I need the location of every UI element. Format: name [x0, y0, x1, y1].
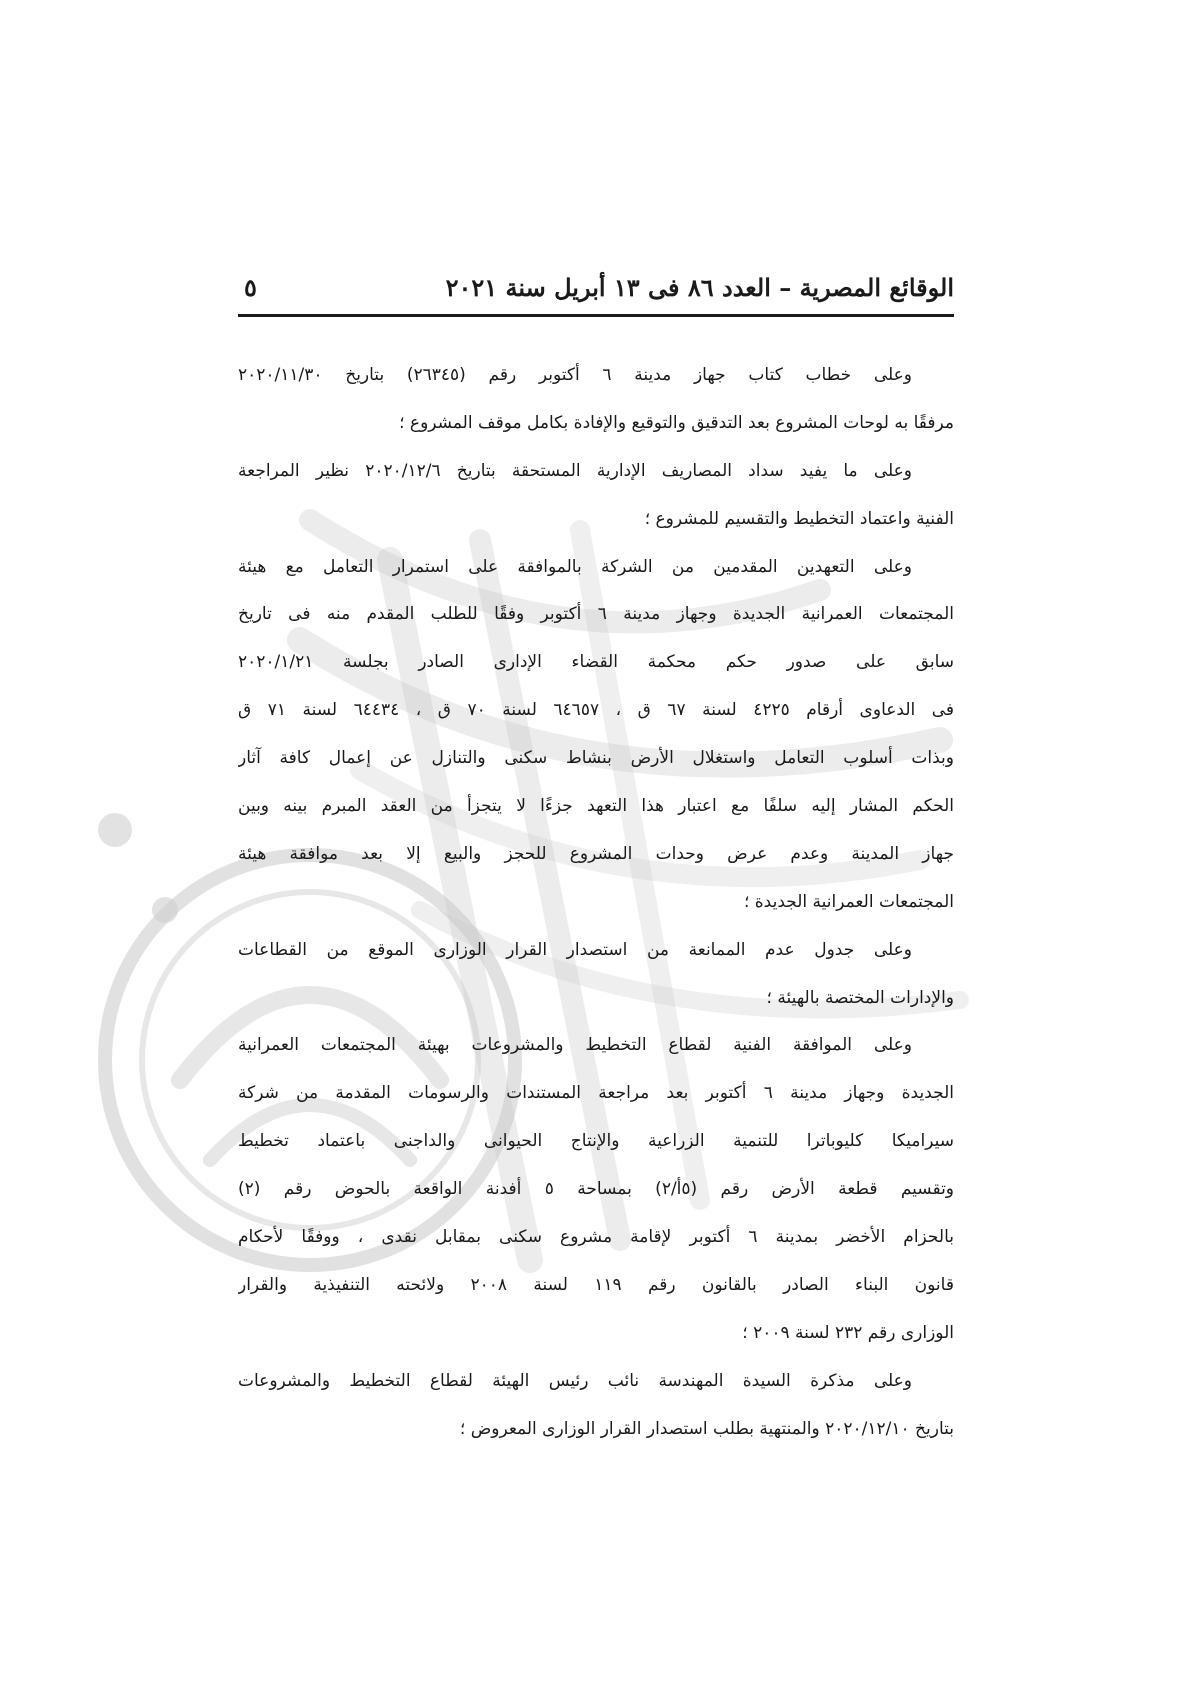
text-line: الجديدة وجهاز مدينة ٦ أكتوبر بعد مراجعة المستندات والرسومات المقدمة من شركة	[238, 1083, 954, 1104]
text-line: وعلى الموافقة الفنية لقطاع التخطيط والمشروعات بهيئة المجتمعات العمرانية	[238, 1035, 912, 1056]
decree-body	[238, 352, 954, 1453]
gazette-issue-title: الوقائع المصرية – العدد ٨٦ فى ١٣ أبريل سنة ٢٠٢١	[445, 273, 954, 302]
text-line: وعلى مذكرة السيدة المهندسة نائب رئيس الهيئة لقطاع التخطيط والمشروعات	[238, 1370, 912, 1391]
paragraph	[238, 352, 954, 448]
text-line: قانون البناء الصادر بالقانون رقم ١١٩ لسنة ٢٠٠٨ ولائحته التنفيذية والقرار	[238, 1274, 954, 1295]
page-number: ٥	[244, 273, 257, 302]
text-line: المجتمعات العمرانية الجديدة وجهاز مدينة ٦ أكتوبر وفقًا للطلب المقدم منه فى تاريخ	[238, 604, 954, 625]
text-line: وعلى التعهدين المقدمين من الشركة بالموافقة على استمرار التعامل مع هيئة	[238, 556, 912, 577]
text-line: جهاز المدينة وعدم عرض وحدات المشروع للحجز والبيع إلا بعد موافقة هيئة	[238, 843, 954, 864]
text-line: المجتمعات العمرانية الجديدة ؛	[743, 891, 954, 912]
text-line: وتقسيم قطعة الأرض رقم (٥أ/٢) بمساحة ٥ أفدنة الواقعة بالحوض رقم (٢)	[238, 1179, 954, 1200]
text-line: وعلى خطاب كتاب جهاز مدينة ٦ أكتوبر رقم (٢٦٣٤٥) بتاريخ ٢٠٢٠/١١/٣٠	[238, 365, 912, 385]
text-line: والإدارات المختصة بالهيئة ؛	[766, 987, 954, 1008]
text-line: وعلى جدول عدم الممانعة من استصدار القرار الوزارى الموقع من القطاعات	[238, 939, 912, 960]
paragraph	[238, 448, 954, 544]
text-line: وعلى ما يفيد سداد المصاريف الإدارية المستحقة بتاريخ ٢٠٢٠/١٢/٦ نظير المراجعة	[238, 460, 912, 481]
paragraph	[238, 927, 954, 1023]
text-line: بالحزام الأخضر بمدينة ٦ أكتوبر لإقامة مشروع سكنى بمقابل نقدى ، ووفقًا لأحكام	[238, 1227, 954, 1248]
text-line: الفنية واعتماد التخطيط والتقسيم للمشروع ؛	[644, 508, 954, 529]
text-line: سيراميكا كليوباترا للتنمية الزراعية والإنتاج الحيوانى والداجنى باعتماد تخطيط	[238, 1131, 954, 1152]
text-line: الوزارى رقم ٢٣٢ لسنة ٢٠٠٩ ؛	[742, 1322, 954, 1343]
paragraph	[238, 544, 954, 927]
text-line: مرفقًا به لوحات المشروع بعد التدقيق والتوقيع والإفادة بكامل موقف المشروع ؛	[399, 412, 954, 433]
text-line: الحكم المشار إليه سلفًا مع اعتبار هذا التعهد جزءًا لا يتجزأ من العقد المبرم بينه وبين	[238, 796, 954, 817]
text-line: بتاريخ ٢٠٢٠/١٢/١٠ والمنتهية بطلب استصدار القرار الوزارى المعروض ؛	[459, 1418, 954, 1439]
paragraph	[238, 1022, 954, 1357]
text-line: وبذات أسلوب التعامل واستغلال الأرض بنشاط سكنى والتنازل عن إعمال كافة آثار	[238, 748, 954, 769]
paragraph	[238, 1358, 954, 1454]
page-header	[238, 268, 954, 317]
text-line: فى الدعاوى أرقام ٤٢٢٥ لسنة ٦٧ ق ، ٦٤٦٥٧ لسنة ٧٠ ق ، ٦٤٤٣٤ لسنة ٧١ ق	[238, 700, 954, 721]
text-line: سابق على صدور حكم محكمة القضاء الإدارى الصادر بجلسة ٢٠٢٠/١/٢١	[238, 652, 954, 673]
